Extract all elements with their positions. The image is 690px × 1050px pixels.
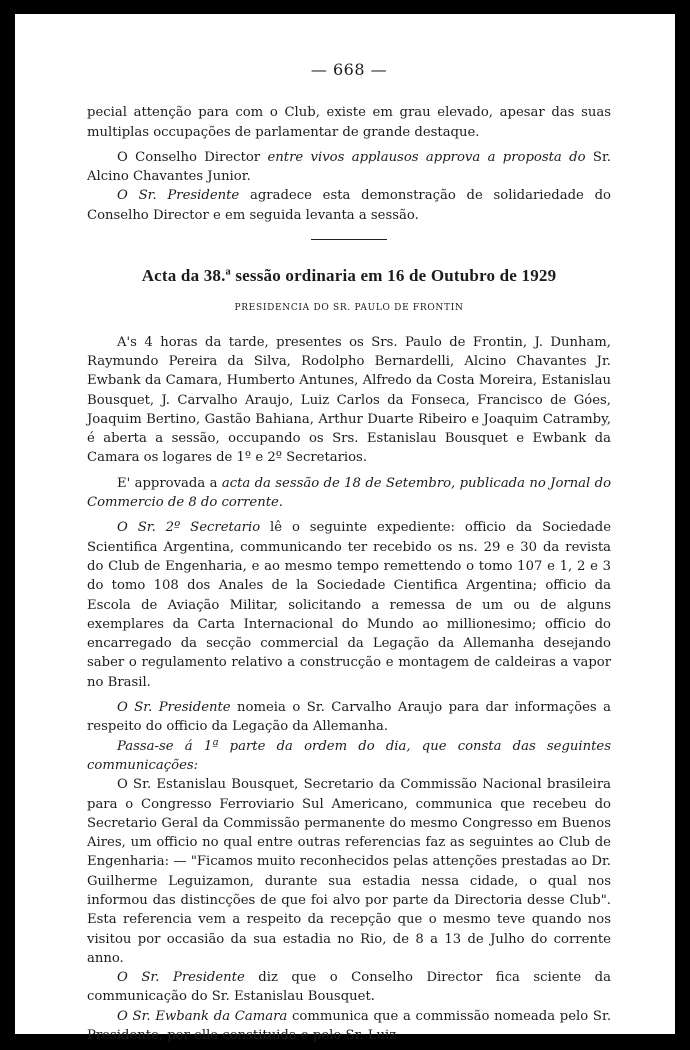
expediente-paragraph bbox=[87, 518, 611, 692]
approval-text: E' approvada a bbox=[117, 475, 222, 491]
nomination-text: nomeia o Sr. Carvalho Araujo para dar informações a respeito do officio da Legação da Allemanha. bbox=[87, 700, 611, 735]
presidency-line: PRESIDENCIA DO SR. PAULO DE FRONTIN bbox=[234, 303, 464, 314]
ewbank-speaker: O Sr. Ewbank da Camara bbox=[117, 1008, 288, 1024]
section-divider bbox=[311, 239, 387, 240]
intro-p2-text-b: Sr. Alcino Chavantes Junior. bbox=[87, 149, 611, 185]
section-title: Acta da 38.ª sessão ordinaria em 16 de Outubro de 1929 bbox=[141, 266, 557, 286]
president-response-text: diz que o Conselho Director fica sciente da communicação do Sr. Estanislau Bousquet. bbox=[87, 970, 611, 1005]
bousquet-communication-paragraph: O Sr. Estanislau Bousquet, Secretario da Commissão Nacional brasileira para o Congresso Ferroviario Sul Americano, communica que recebeu do Secretario Geral da Commissão permanente do mesmo Congresso em Buenos Aires, um officio no qual entre outras referencias faz as seguintes ao Club de Engenharia: — "Ficamos muito reconhecidos pelas attenções prestadas ao Dr. Guilherme Leguizamon, durante sua estadia nessa cidade, o qual nos informou das distincções de que foi alvo por parte da Directoria desse Club". Esta referencia vem a respeito da recepção que o mesmo teve quando nos visitou por occasião da sua estadia no Rio, de 8 a 13 de Julho do corrente anno. bbox=[87, 777, 611, 966]
president-response-speaker: O Sr. Presidente bbox=[117, 970, 245, 986]
page-number: — 668 — bbox=[310, 60, 388, 79]
intro-paragraph-3 bbox=[87, 186, 611, 225]
approval-paragraph bbox=[87, 474, 611, 513]
intro-p3-italic: O Sr. Presidente bbox=[117, 188, 240, 204]
expediente-speaker: O Sr. 2º Secretario bbox=[117, 520, 261, 536]
order-of-day-paragraph bbox=[87, 737, 611, 776]
intro-p2-text-a: O Conselho Director bbox=[117, 149, 268, 165]
intro-paragraph-1: pecial attenção para com o Club, existe em grau elevado, apesar das suas multiplas occupações de parlamentar de grande destaque. bbox=[87, 105, 611, 140]
order-of-day-italic: Passa-se á 1ª parte da ordem do dia, que consta das seguintes communicações: bbox=[87, 738, 611, 773]
approval-italic: acta da sessão de 18 de Setembro, publicada no Jornal do Commercio de 8 do corrente. bbox=[87, 475, 612, 511]
expediente-text: lê o seguinte expediente: officio da Sociedade Scientifica Argentina, communicando ter recebido os ns. 29 e 30 da revista do Club de Engenharia, e ao mesmo tempo remettendo o tomo 107 e 1, 2 e 3 do tomo 108 dos Anales de la Sociedade Cientifica Argentina; officio da Escola de Aviação Militar, solicitando a remessa de um ou de alguns exemplares da Carta Internacional do Mundo ao millionesimo; officio do encarregado da secção commercial da Legação da Allemanha desejando saber o regulamento relativo a construcção e montagem de caldeiras a vapor no Brasil. bbox=[87, 520, 611, 690]
intro-p2-italic: entre vivos applausos approva a proposta do bbox=[267, 149, 586, 165]
attendance-paragraph: A's 4 horas da tarde, presentes os Srs. Paulo de Frontin, J. Dunham, Raymundo Pereira da Silva, Rodolpho Bernardelli, Alcino Chavantes Jr. Ewbank da Camara, Humberto Antunes, Alfredo da Costa Moreira, Estanislau Bousquet, J. Carvalho Araujo, Luiz Carlos da Fonseca, Francisco de Góes, Joaquim Bertino, Gastão Bahiana, Arthur Duarte Ribeiro e Joaquim Catramby, é aberta a sessão, occupando os Srs. Estanislau Bousquet e Ewbank da Camara os logares de 1º e 2º Secretarios. bbox=[87, 334, 611, 466]
president-response-paragraph bbox=[87, 968, 611, 1007]
nomination-speaker: O Sr. Presidente bbox=[117, 700, 231, 716]
intro-paragraph-2 bbox=[87, 148, 611, 187]
intro-p3-text: agradece esta demonstração de solidariedade do Conselho Director e em seguida levanta a sessão. bbox=[87, 188, 611, 223]
ewbank-text: communica que a commissão nomeada pelo Sr. Presidente, por elle constituida e pelo Sr. Luiz bbox=[87, 1008, 612, 1044]
ewbank-communication-paragraph bbox=[87, 1007, 611, 1046]
page-content bbox=[87, 14, 611, 1045]
nomination-paragraph bbox=[87, 698, 611, 737]
document-page bbox=[15, 14, 675, 1044]
